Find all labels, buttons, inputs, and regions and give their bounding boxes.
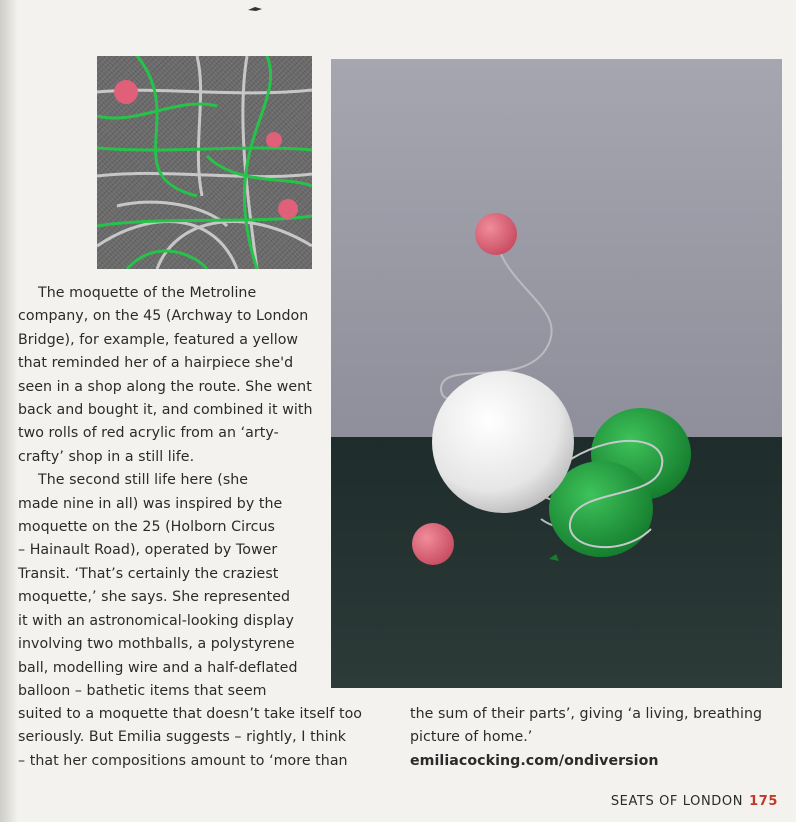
text-line: picture of home.’ — [410, 729, 533, 746]
page-gutter-shadow — [0, 0, 18, 822]
website-link[interactable]: emiliacocking.com/ondiversion — [410, 752, 659, 769]
article-left-column — [18, 282, 318, 703]
text-line: crafty’ shop in a still life. — [18, 448, 195, 465]
text-line: Bridge), for example, featured a yellow — [18, 331, 299, 348]
text-line: involving two mothballs, a polystyrene — [18, 636, 295, 653]
moquette-swatch-image — [97, 56, 312, 269]
text-line: that reminded her of a hairpiece she'd — [18, 355, 294, 372]
text-line: – that her compositions amount to ‘more than — [18, 752, 348, 769]
text-line: made nine in all) was inspired by the — [18, 495, 283, 512]
text-line: balloon – bathetic items that seem — [18, 682, 267, 699]
article-bottom-left — [18, 703, 388, 773]
text-line: company, on the 45 (Archway to London — [18, 308, 309, 325]
printer-mark — [247, 6, 263, 12]
text-line: The moquette of the Metroline — [38, 285, 257, 301]
section-title: SEATS OF LONDON — [610, 794, 744, 809]
text-line: moquette,’ she says. She represented — [18, 589, 291, 606]
text-line: ball, modelling wire and a half-deflated — [18, 659, 298, 676]
text-line: moquette on the 25 (Holborn Circus — [18, 519, 275, 536]
text-line: seen in a shop along the route. She went — [18, 378, 312, 395]
text-line: back and bought it, and combined it with — [18, 402, 313, 419]
text-line: the sum of their parts’, giving ‘a living, breathing — [410, 706, 763, 722]
page-number: 175 — [749, 794, 778, 809]
text-line: seriously. But Emilia suggests – rightly, I think — [18, 729, 347, 746]
article-bottom-right — [410, 703, 782, 773]
text-line: suited to a moquette that doesn’t take itself too — [18, 706, 363, 722]
still-life-photo — [331, 59, 782, 688]
page-footer — [611, 794, 778, 809]
text-line: Transit. ‘That’s certainly the craziest — [18, 565, 279, 582]
text-line: The second still life here (she — [38, 472, 249, 489]
text-line: – Hainault Road), operated by Tower — [18, 542, 278, 559]
text-line: it with an astronomical-looking display — [18, 612, 294, 629]
text-line: two rolls of red acrylic from an ‘arty- — [18, 425, 279, 442]
